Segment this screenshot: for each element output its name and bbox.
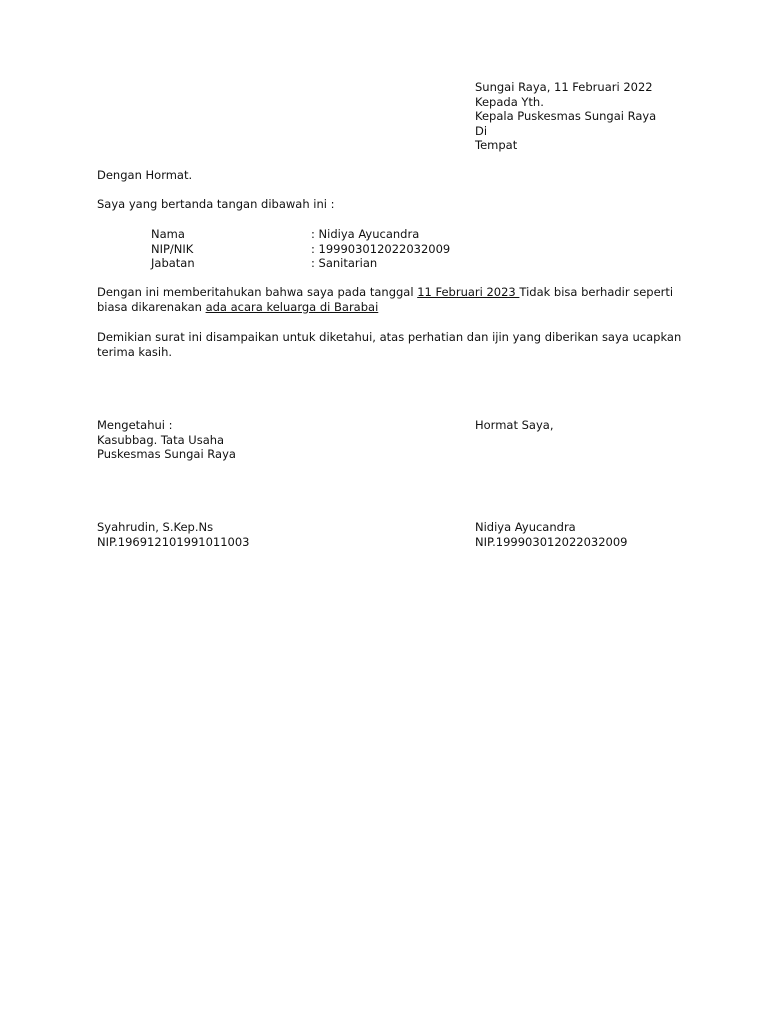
recipient: Kepala Puskesmas Sungai Raya — [475, 109, 657, 123]
address-block — [475, 80, 656, 153]
sender-signature — [475, 520, 628, 549]
identity-label: Jabatan — [151, 256, 195, 270]
body-2-line-1: Demikian surat ini disampaikan untuk diketahui, atas perhatian dan ijin yang diberikan saya ucapkan — [97, 330, 682, 344]
body-paragraph-1 — [97, 285, 673, 314]
acknowledge-block — [97, 418, 236, 462]
regards-block — [475, 418, 553, 433]
acknowledge-institution: Puskesmas Sungai Raya — [97, 447, 236, 461]
body-2-line-2: terima kasih. — [97, 344, 173, 359]
place-date: Sungai Raya, 11 Februari 2022 — [475, 80, 653, 94]
di-line: Di — [475, 123, 488, 138]
body-1-line-1 — [97, 285, 673, 300]
tempat-line: Tempat — [475, 138, 518, 152]
acknowledger-nip: NIP.196912101991011003 — [97, 534, 250, 549]
acknowledge-title: Mengetahui : — [97, 418, 173, 432]
identity-value: : 199903012022032009 — [311, 241, 451, 256]
body-1-line2-prefix: biasa dikarenakan — [97, 299, 206, 314]
body-1-line-2 — [97, 300, 673, 315]
identity-table — [151, 227, 450, 271]
sender-name: Nidiya Ayucandra — [475, 520, 576, 534]
acknowledger-name: Syahrudin, S.Kep.Ns — [97, 520, 214, 534]
body-1-prefix: Dengan ini memberitahukan bahwa saya pada tanggal — [97, 285, 418, 299]
to-line: Kepada Yth. — [475, 94, 544, 109]
greeting: Dengan Hormat. — [97, 168, 193, 182]
identity-value: : Nidiya Ayucandra — [311, 227, 420, 241]
acknowledger-signature — [97, 520, 250, 549]
absence-date: 11 Februari 2023 — [417, 285, 520, 299]
identity-label: NIP/NIK — [151, 241, 194, 256]
identity-row-nip — [151, 242, 450, 257]
body-paragraph-2 — [97, 330, 681, 359]
sender-nip: NIP.199903012022032009 — [475, 534, 628, 549]
regards-text: Hormat Saya, — [475, 418, 554, 432]
identity-label: Nama — [151, 227, 185, 241]
absence-reason: ada acara keluarga di Barabai — [205, 299, 379, 314]
identity-row-nama — [151, 227, 450, 242]
acknowledge-position: Kasubbag. Tata Usaha — [97, 432, 225, 447]
identity-row-jabatan — [151, 256, 450, 271]
intro-text: Saya yang bertanda tangan dibawah ini : — [97, 197, 335, 211]
body-1-middle: Tidak bisa berhadir seperti — [519, 285, 674, 299]
identity-value: : Sanitarian — [311, 256, 378, 270]
